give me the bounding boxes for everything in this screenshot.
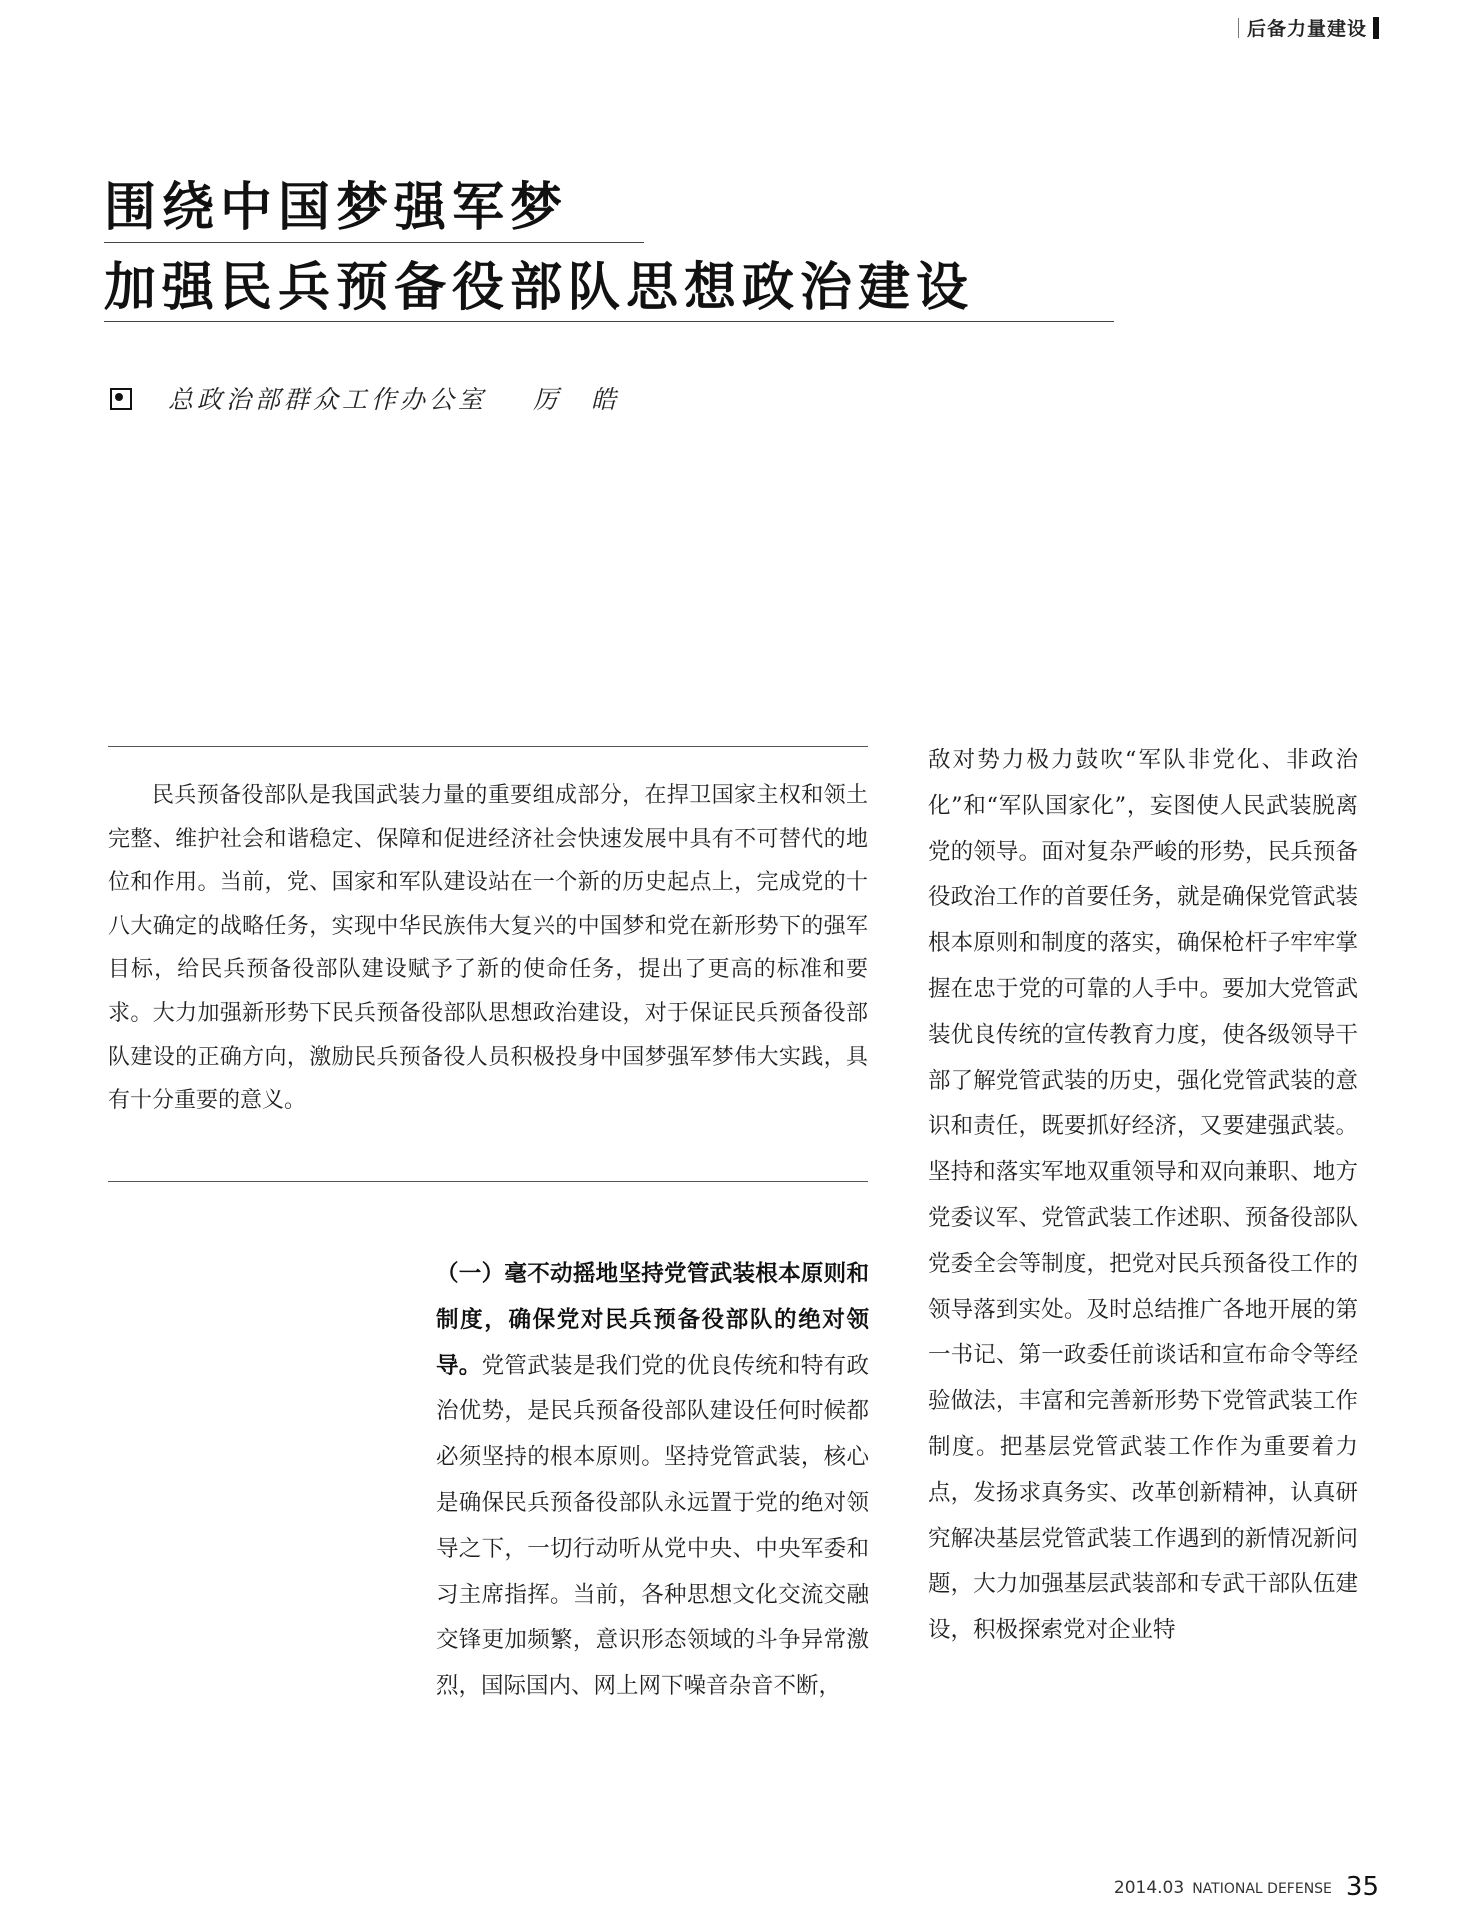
title-line-1: 围绕中国梦强军梦 [104, 178, 569, 238]
page-footer [1114, 1872, 1379, 1902]
abstract-bottom-rule [108, 1181, 868, 1182]
page-number: 35 [1345, 1872, 1379, 1902]
section-label [1238, 14, 1379, 41]
section-1-body: 党管武装是我们党的优良传统和特有政治优势，是民兵预备役部队建设任何时候都必须坚持的根本原则。坚持党管武装，核心是确保民兵预备役部队永远置于党的绝对领导之下，一切行动听从党中央、中央军委和习主席指挥。当前，各种思想文化交流交融交锋更加频繁，意识形态领域的斗争异常激烈，国际国内、网上网下噪音杂音不断， [436, 1352, 869, 1700]
title-line-2: 加强民兵预备役部队思想政治建设 [104, 258, 975, 318]
author-organization: 总政治部群众工作办公室 [168, 385, 488, 414]
divider [1238, 18, 1239, 38]
abstract: 民兵预备役部队是我国武装力量的重要组成部分，在捍卫国家主权和领土完整、维护社会和谐稳定、保障和促进经济社会快速发展中具有不可替代的地位和作用。当前，党、国家和军队建设站在一个新的历史起点上，完成党的十八大确定的战略任务，实现中华民族伟大复兴的中国梦和党在新形势下的强军目标，给民兵预备役部队建设赋予了新的使命任务，提出了更高的标准和要求。大力加强新形势下民兵预备役部队思想政治建设，对于保证民兵预备役部队建设的正确方向，激励民兵预备役人员积极投身中国梦强军梦伟大实践，具有十分重要的意义。 [108, 783, 868, 1114]
title-underline-1 [104, 242, 644, 243]
abstract-top-rule [108, 746, 868, 747]
byline [110, 380, 620, 416]
issue-date: 2014.03 [1113, 1878, 1185, 1898]
section-1 [436, 1252, 869, 1710]
right-column-text: 敌对势力极力鼓吹“军队非党化、非政治化”和“军队国家化”，妄图使人民武装脱离党的领导。面对复杂严峻的形势，民兵预备役政治工作的首要任务，就是确保党管武装根本原则和制度的落实，确保枪杆子牢牢掌握在忠于党的可靠的人手中。要加大党管武装优良传统的宣传教育力度，使各级领导干部了解党管武装的历史，强化党管武装的意识和责任，既要抓好经济，又要建强武装。坚持和落实军地双重领导和双向兼职、地方党委议军、党管武装工作述职、预备役部队党委全会等制度，把党对民兵预备役工作的领导落到实处。及时总结推广各地开展的第一书记、第一政委任前谈话和宣布命令等经验做法，丰富和完善新形势下党管武装工作制度。把基层党管武装工作作为重要着力点，发扬求真务实、改革创新精神，认真研究解决基层党管武装工作遇到的新情况新问题，大力加强基层武装部和专武干部队伍建设，积极探索党对企业特 [928, 747, 1358, 1644]
section-1-heading: （一）毫不动摇地坚持党管武装根本原则和制度，确保党对民兵预备役部队的绝对领导。 [436, 1261, 869, 1379]
title-underline-2 [104, 321, 1114, 322]
section-label-text: 后备力量建设 [1246, 18, 1367, 40]
author-name: 厉 皓 [533, 385, 621, 414]
section-marker [1373, 17, 1379, 39]
bullet-icon [110, 388, 132, 410]
magazine-name: NATIONAL DEFENSE [1192, 1881, 1332, 1897]
